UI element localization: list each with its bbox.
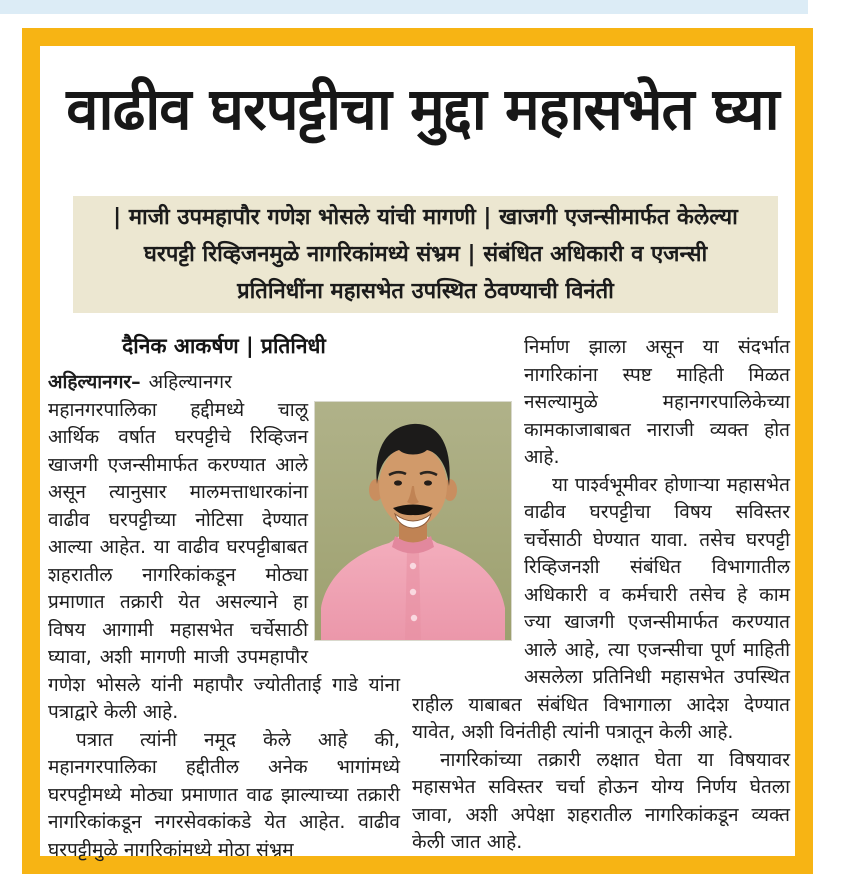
right-paragraph-1: निर्माण झाला असून या संदर्भात नागरिकांना स्पष्ट माहिती मिळत नसल्यामुळे महानगरपालिकेच्या कामकाजाबाबत नाराजी व्यक्त होत आहे. bbox=[524, 336, 790, 468]
byline: दैनिक आकर्षण | प्रतिनिधी bbox=[122, 334, 326, 358]
portrait-photo-graphic bbox=[315, 402, 511, 640]
dateline: अहिल्यानगर– bbox=[48, 371, 141, 393]
right-paragraph-2: या पार्श्वभूमीवर होणाऱ्या महासभेत वाढीव घरपट्टीचा विषय सविस्तर चर्चेसाठी घेण्यात यावा. तसेच घरपट्टी रिव्हिजनशी संबंधित विभागातील अधिकारी व कर्मचारी तसेच हे काम ज्या खाजगी एजन्सीमार्फत करण्यात आले आहे, त्या एजन्सीचा पूर्ण माहिती असलेला प्रतिनिधी महासभेत उपस्थित राहील याबाबत संबंधित विभागाला आदेश देण्यात यावेत, अशी विनंतीही त्यांनी पत्रातून केली आहे. bbox=[412, 473, 790, 743]
eye bbox=[394, 480, 402, 485]
eye bbox=[424, 480, 432, 485]
subheadline-box bbox=[73, 196, 778, 313]
kurta-button bbox=[411, 615, 417, 621]
top-strip bbox=[0, 0, 808, 14]
portrait-photo bbox=[315, 402, 511, 640]
left-paragraph-1-text: अहिल्यानगर महानगरपालिका हद्दीमध्ये चालू आर्थिक वर्षात घरपट्टीचे रिव्हिजन खाजगी एजन्सीमार्फत करण्यात आले असून त्यानुसार मालमत्ताधारकांना वाढीव घरपट्टीच्या नोटिसा देण्यात आल्या आहेत. या वाढीव घरपट्टीबाबत शहरातील नागरिकांकडून मोठ्या प्रमाणात तक्रारी येत असल्याने हा विषय आगामी महासभेत चर्चेसाठी घ्यावा, अशी मागणी माजी उपमहापौर गणेश भोसले यांनी महापौर ज्योतीताई गाडे यांना पत्राद्वारे केली आहे. bbox=[48, 371, 400, 723]
left-paragraph-2: पत्रात त्यांनी नमूद केले आहे की, महानगरपालिका हद्दीतील अनेक भागांमध्ये घरपट्टीमध्ये मोठ्या प्रमाणात वाढ झाल्याच्या तक्रारी नागरिकांकडून नगरसेवकांकडे येत आहेत. वाढीव घरपट्टीमुळे नागरिकांमध्ये मोठा संभ्रम bbox=[48, 728, 400, 861]
kurta-button bbox=[410, 563, 416, 569]
subheadline-text: | माजी उपमहापौर गणेश भोसले यांची मागणी | खाजगी एजन्सीमार्फत केलेल्या घरपट्टी रिव्हिजनमुळे नागरिकांमध्ये संभ्रम | संबंधित अधिकारी व एजन्सी प्रतिनिधींना महासभेत उपस्थित ठेवण्याची विनंती bbox=[113, 205, 738, 304]
headline: वाढीव घरपट्टीचा मुद्दा महासभेत घ्या bbox=[66, 75, 779, 143]
right-paragraph-3: नागरिकांच्या तक्रारी लक्षात घेता या विषयावर महासभेत सविस्तर चर्चा होऊन योग्य निर्णय घेतला जावा, अशी अपेक्षा शहरातील नागरिकांकडून व्यक्त केली जात आहे. bbox=[412, 748, 790, 853]
kurta-button bbox=[410, 589, 416, 595]
